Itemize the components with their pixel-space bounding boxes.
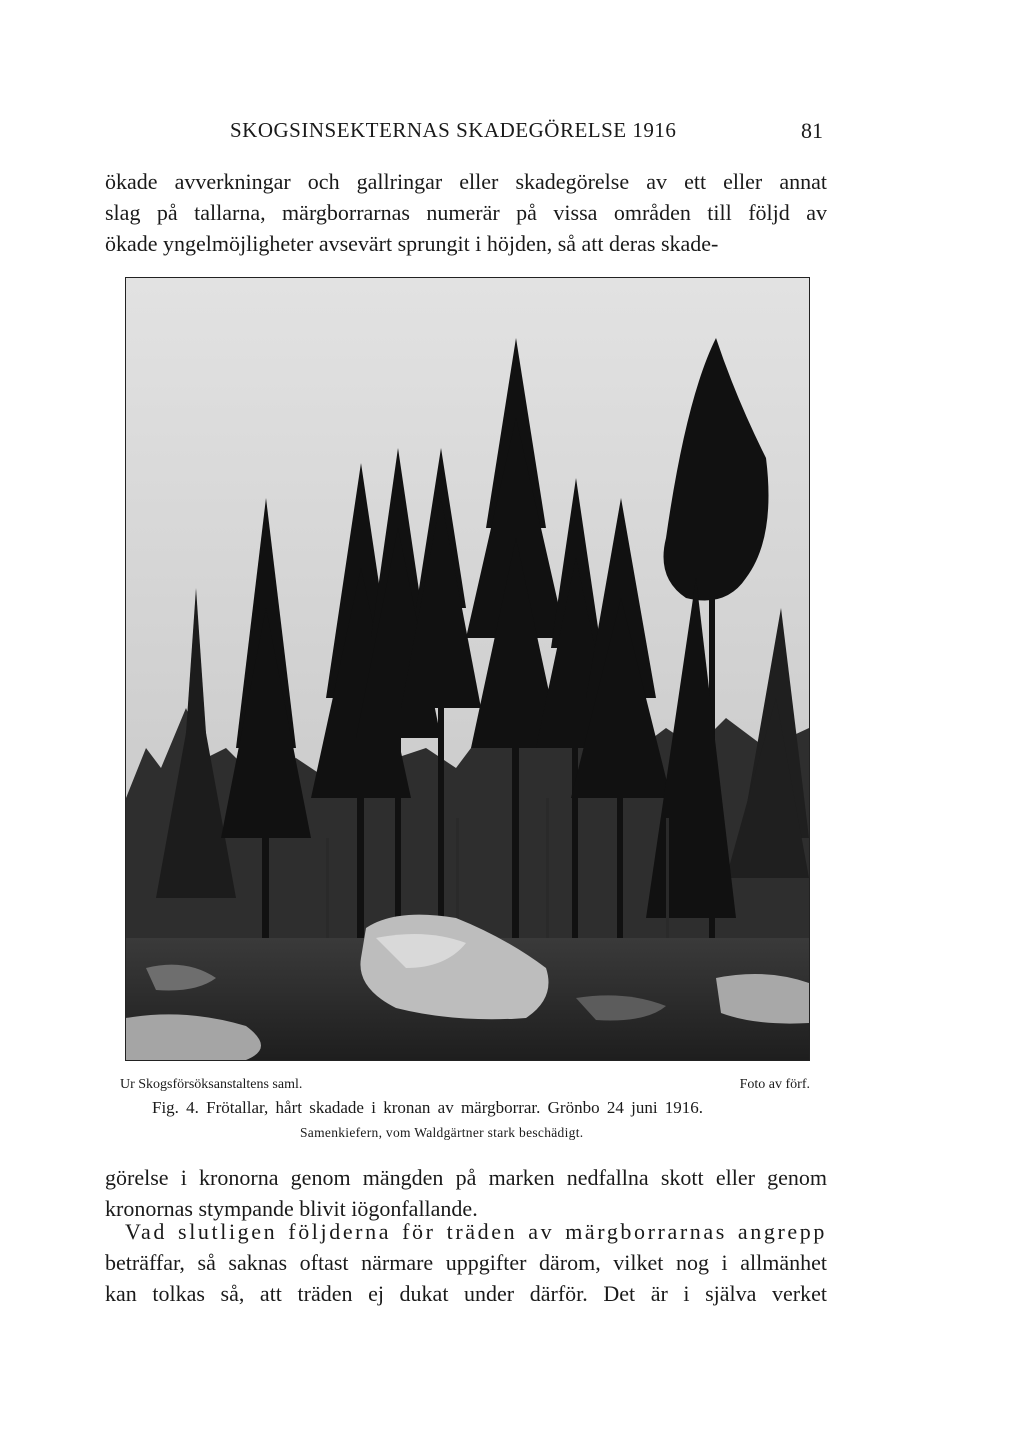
text-line: beträffar, så saknas oftast närmare uppgifter därom, vilket nog i allmänhet [105, 1250, 827, 1275]
text-line-lead: Vad slutligen följderna för träden av märgborrarnas angrepp [125, 1219, 827, 1244]
page-number: 81 [801, 118, 823, 143]
figure-caption-translation: Samenkiefern, vom Waldgärtner stark beschädigt. [300, 1125, 584, 1140]
text-line: ökade avverkningar och gallringar eller skadegörelse av ett eller annat [105, 169, 827, 194]
running-title: SKOGSINSEKTERNAS SKADEGÖRELSE 1916 [230, 118, 677, 142]
photo-credit-source: Ur Skogsförsöksanstaltens saml. [120, 1077, 303, 1092]
figure-photograph [125, 277, 810, 1061]
text-line: slag på tallarna, märgborrarnas numerär på vissa områden till följd av [105, 200, 827, 225]
page-header [105, 118, 823, 152]
photo-credit-photographer: Foto av förf. [739, 1077, 810, 1092]
paragraph-second [105, 1216, 827, 1309]
text-line: kronornas stympande blivit iögonfallande. [105, 1196, 478, 1221]
figure-caption: Fig. 4. Frötallar, hårt skadade i kronan av märgborrar. Grönbo 24 juni 1916. [152, 1098, 704, 1117]
forest-photograph [126, 278, 809, 1060]
paragraph-top [105, 166, 827, 259]
text-line: ökade yngelmöjligheter avsevärt sprungit i höjden, så att deras skade- [105, 231, 719, 256]
text-line: görelse i kronorna genom mängden på marken nedfallna skott eller genom [105, 1165, 827, 1190]
paragraph-continued [105, 1162, 827, 1224]
text-line: kan tolkas så, att träden ej dukat under därför. Det är i själva verket [105, 1281, 827, 1306]
